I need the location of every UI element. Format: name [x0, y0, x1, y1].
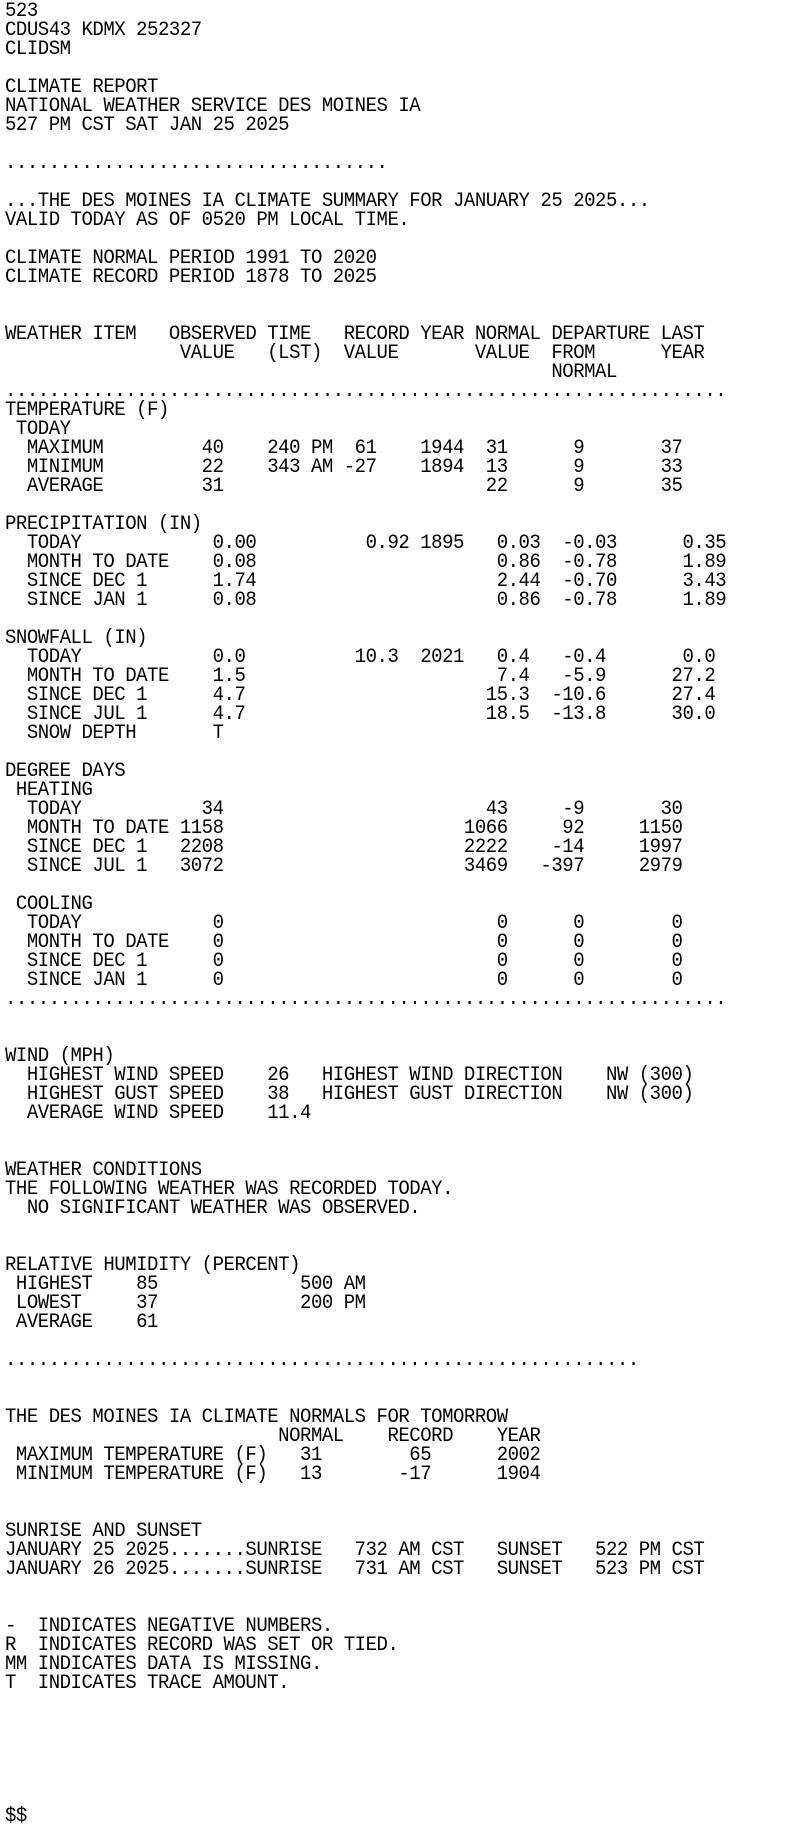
report-line: 523	[5, 0, 38, 23]
report-line: DEGREE DAYS	[5, 760, 126, 783]
report-line: HIGHEST GUST SPEED 38 HIGHEST GUST DIRECTION NW (300)	[5, 1083, 694, 1106]
report-line	[5, 1579, 726, 1598]
report-line	[5, 1769, 726, 1788]
report-line	[5, 876, 726, 895]
report-line: JANUARY 25 2025.......SUNRISE 732 AM CST SUNSET 522 PM CST	[5, 1539, 705, 1562]
report-line: VALUE (LST) VALUE VALUE FROM YEAR	[5, 342, 705, 365]
report-line: SNOWFALL (IN)	[5, 627, 148, 650]
report-line: WEATHER CONDITIONS	[5, 1159, 202, 1182]
report-line	[5, 1484, 726, 1503]
report-line: SUNRISE AND SUNSET	[5, 1520, 202, 1543]
report-line: SINCE JAN 1 0.08 0.86 -0.78 1.89	[5, 589, 727, 612]
report-line: ..........................................................	[5, 1349, 639, 1372]
report-line: COOLING	[5, 893, 93, 916]
report-line: ..................................................................	[5, 988, 727, 1011]
report-line: CLIMATE NORMAL PERIOD 1991 TO 2020	[5, 247, 377, 270]
report-line: MONTH TO DATE 0.08 0.86 -0.78 1.89	[5, 551, 727, 574]
report-line	[5, 1370, 726, 1389]
report-line: TODAY 34 43 -9 30	[5, 798, 683, 821]
report-line: CLIDSM	[5, 38, 71, 61]
report-line	[5, 1009, 726, 1028]
report-line: TODAY 0.00 0.92 1895 0.03 -0.03 0.35	[5, 532, 727, 555]
report-line	[5, 1750, 726, 1769]
report-line	[5, 1788, 726, 1807]
report-line: SINCE DEC 1 2208 2222 -14 1997	[5, 836, 683, 859]
report-line: MONTH TO DATE 1.5 7.4 -5.9 27.2	[5, 665, 716, 688]
report-line: ...................................	[5, 152, 388, 175]
report-line: TODAY 0 0 0 0	[5, 912, 683, 935]
report-line: HIGHEST WIND SPEED 26 HIGHEST WIND DIRECTION NW (300)	[5, 1064, 694, 1087]
report-line	[5, 287, 726, 306]
report-line: MM INDICATES DATA IS MISSING.	[5, 1653, 322, 1676]
report-line: MONTH TO DATE 1158 1066 92 1150	[5, 817, 683, 840]
report-line: SINCE DEC 1 1.74 2.44 -0.70 3.43	[5, 570, 727, 593]
report-line: CDUS43 KDMX 252327	[5, 19, 202, 42]
report-line: SINCE JUL 1 4.7 18.5 -13.8 30.0	[5, 703, 716, 726]
report-line: MAXIMUM TEMPERATURE (F) 31 65 2002	[5, 1444, 541, 1467]
report-line: TODAY	[5, 418, 71, 441]
report-line: NO SIGNIFICANT WEATHER WAS OBSERVED.	[5, 1197, 421, 1220]
report-line: - INDICATES NEGATIVE NUMBERS.	[5, 1615, 333, 1638]
report-line	[5, 1731, 726, 1750]
report-line: NORMAL RECORD YEAR	[5, 1425, 541, 1448]
report-line	[5, 1123, 726, 1142]
report-line: SINCE JUL 1 3072 3469 -397 2979	[5, 855, 683, 878]
report-line: TEMPERATURE (F)	[5, 399, 169, 422]
report-line	[5, 1712, 726, 1731]
report-line: AVERAGE WIND SPEED 11.4	[5, 1102, 311, 1125]
report-line: WIND (MPH)	[5, 1045, 115, 1068]
report-line: AVERAGE 31 22 9 35	[5, 475, 683, 498]
report-line: T INDICATES TRACE AMOUNT.	[5, 1672, 290, 1695]
report-line: ...THE DES MOINES IA CLIMATE SUMMARY FOR JANUARY 25 2025...	[5, 190, 650, 213]
report-line: R INDICATES RECORD WAS SET OR TIED.	[5, 1634, 399, 1657]
report-line: MAXIMUM 40 240 PM 61 1944 31 9 37	[5, 437, 683, 460]
report-line: PRECIPITATION (IN)	[5, 513, 202, 536]
report-line: VALID TODAY AS OF 0520 PM LOCAL TIME.	[5, 209, 410, 232]
climate-report-text	[5, 2, 726, 1826]
report-line: THE FOLLOWING WEATHER WAS RECORDED TODAY.	[5, 1178, 454, 1201]
report-line: $$	[5, 1805, 27, 1828]
report-line: THE DES MOINES IA CLIMATE NORMALS FOR TOMORROW	[5, 1406, 508, 1429]
report-line: NORMAL	[5, 361, 617, 384]
report-line: SINCE JAN 1 0 0 0 0	[5, 969, 683, 992]
report-line: RELATIVE HUMIDITY (PERCENT)	[5, 1254, 301, 1277]
report-line: SNOW DEPTH T	[5, 722, 224, 745]
report-line: SINCE DEC 1 4.7 15.3 -10.6 27.4	[5, 684, 716, 707]
report-line: WEATHER ITEM OBSERVED TIME RECORD YEAR NORMAL DEPARTURE LAST	[5, 323, 705, 346]
report-line: JANUARY 26 2025.......SUNRISE 731 AM CST SUNSET 523 PM CST	[5, 1558, 705, 1581]
report-line: HEATING	[5, 779, 93, 802]
report-line: SINCE DEC 1 0 0 0 0	[5, 950, 683, 973]
report-line: LOWEST 37 200 PM	[5, 1292, 366, 1315]
report-line: HIGHEST 85 500 AM	[5, 1273, 366, 1296]
report-line: MINIMUM TEMPERATURE (F) 13 -17 1904	[5, 1463, 541, 1486]
report-line: TODAY 0.0 10.3 2021 0.4 -0.4 0.0	[5, 646, 716, 669]
report-line: NATIONAL WEATHER SERVICE DES MOINES IA	[5, 95, 421, 118]
report-line	[5, 1218, 726, 1237]
report-line: AVERAGE 61	[5, 1311, 158, 1334]
report-line: CLIMATE REPORT	[5, 76, 158, 99]
report-line: CLIMATE RECORD PERIOD 1878 TO 2025	[5, 266, 377, 289]
report-line: ..................................................................	[5, 380, 727, 403]
report-line: MINIMUM 22 343 AM -27 1894 13 9 33	[5, 456, 683, 479]
report-line: 527 PM CST SAT JAN 25 2025	[5, 114, 290, 137]
report-line: MONTH TO DATE 0 0 0 0	[5, 931, 683, 954]
report-line	[5, 1693, 726, 1712]
